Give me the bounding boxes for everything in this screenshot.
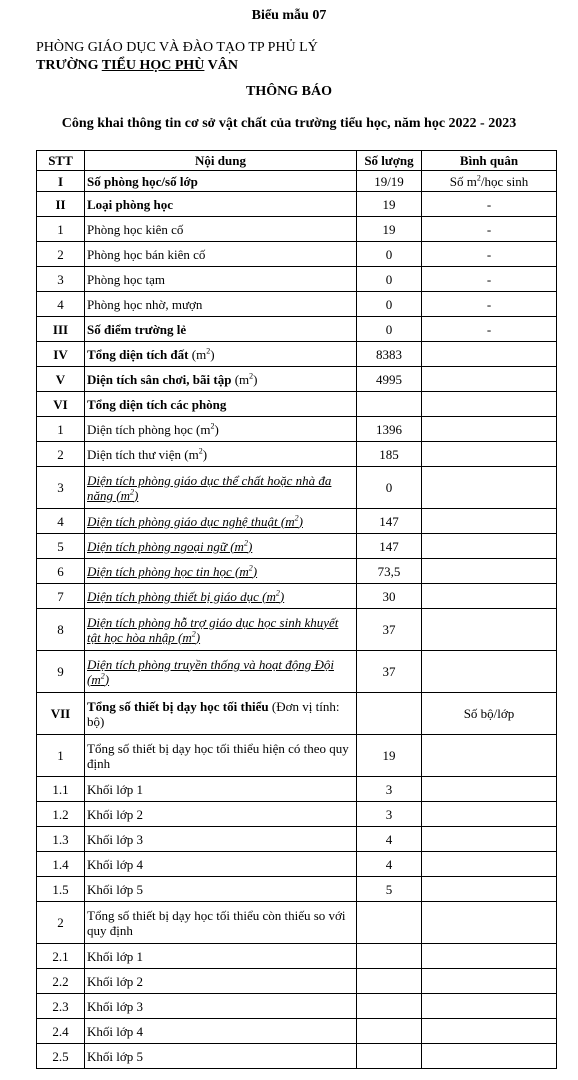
table-row bbox=[37, 292, 557, 317]
cell-content bbox=[85, 693, 357, 735]
content-label bbox=[87, 882, 143, 897]
cell-content bbox=[85, 171, 357, 192]
content-text: Khối lớp 4 bbox=[87, 856, 143, 872]
notice-title: THÔNG BÁO bbox=[246, 84, 332, 99]
content-suffix: ) bbox=[252, 563, 258, 579]
content-text: Khối lớp 1 bbox=[87, 948, 143, 964]
cell-stt: 2.1 bbox=[37, 944, 85, 969]
content-label bbox=[87, 197, 173, 212]
cell-quantity: 37 bbox=[357, 609, 422, 651]
cell-average bbox=[422, 852, 557, 877]
cell-quantity bbox=[357, 944, 422, 969]
table-row bbox=[37, 735, 557, 777]
content-label bbox=[87, 589, 284, 604]
content-text: Khối lớp 3 bbox=[87, 998, 143, 1014]
table-row bbox=[37, 442, 557, 467]
content-label bbox=[87, 908, 346, 938]
cell-quantity bbox=[357, 392, 422, 417]
content-suffix: ) bbox=[214, 421, 219, 437]
content-text: Tổng số thiết bị dạy học tối thiểu còn thiếu so với quy định bbox=[87, 907, 346, 938]
content-label bbox=[87, 807, 143, 822]
cell-stt: 1.3 bbox=[37, 827, 85, 852]
unit-superscript: 2 bbox=[210, 421, 215, 431]
content-text: Tổng diện tích đất bbox=[87, 346, 189, 362]
cell-stt: III bbox=[37, 317, 85, 342]
cell-stt: 2.5 bbox=[37, 1044, 85, 1069]
cell-content bbox=[85, 342, 357, 367]
cell-stt: 1 bbox=[37, 417, 85, 442]
department-name: PHÒNG GIÁO DỤC VÀ ĐÀO TẠO TP PHỦ LÝ bbox=[36, 40, 318, 55]
cell-content bbox=[85, 902, 357, 944]
school-suffix: VÂN bbox=[204, 58, 238, 73]
content-text: Diện tích phòng học tin học (m bbox=[87, 563, 249, 579]
cell-quantity bbox=[357, 1044, 422, 1069]
cell-content bbox=[85, 217, 357, 242]
cell-average bbox=[422, 877, 557, 902]
table-row bbox=[37, 651, 557, 693]
content-unit-text: (m bbox=[188, 346, 207, 362]
cell-stt: 5 bbox=[37, 534, 85, 559]
content-label bbox=[87, 741, 349, 771]
average-text: Số m bbox=[449, 173, 477, 189]
cell-content bbox=[85, 242, 357, 267]
content-text: Tổng số thiết bị dạy học tối thiểu hiện có theo quy định bbox=[87, 740, 349, 771]
cell-content bbox=[85, 969, 357, 994]
cell-quantity: 73,5 bbox=[357, 559, 422, 584]
content-suffix: ) bbox=[133, 487, 139, 503]
cell-content bbox=[85, 534, 357, 559]
table-row bbox=[37, 559, 557, 584]
cell-average bbox=[422, 467, 557, 509]
content-label bbox=[87, 657, 334, 687]
content-label bbox=[87, 422, 219, 437]
cell-stt: 3 bbox=[37, 267, 85, 292]
content-text: Khối lớp 4 bbox=[87, 1023, 143, 1039]
table-header-row bbox=[37, 151, 557, 171]
table-row bbox=[37, 827, 557, 852]
cell-content bbox=[85, 944, 357, 969]
cell-quantity: 0 bbox=[357, 242, 422, 267]
unit-superscript: 2 bbox=[249, 371, 254, 381]
school-underlined: TIỂU HỌC PHÙ bbox=[101, 58, 205, 73]
cell-average bbox=[422, 442, 557, 467]
cell-average bbox=[422, 944, 557, 969]
cell-stt: 1 bbox=[37, 735, 85, 777]
content-text: Phòng học bán kiên cố bbox=[87, 246, 206, 262]
cell-content bbox=[85, 1044, 357, 1069]
cell-stt: 8 bbox=[37, 609, 85, 651]
cell-content bbox=[85, 192, 357, 217]
column-header-average: Bình quân bbox=[422, 151, 557, 171]
unit-superscript: 2 bbox=[129, 487, 134, 497]
content-text: Diện tích phòng thiết bị giáo dục (m bbox=[87, 588, 276, 604]
content-suffix: ) bbox=[279, 588, 285, 604]
cell-quantity: 19 bbox=[357, 192, 422, 217]
cell-stt: 2.4 bbox=[37, 1019, 85, 1044]
cell-content bbox=[85, 852, 357, 877]
content-suffix: ) bbox=[253, 371, 258, 387]
cell-quantity: 19 bbox=[357, 217, 422, 242]
table-row bbox=[37, 171, 557, 192]
content-suffix: ) bbox=[202, 446, 208, 462]
unit-superscript: 2 bbox=[198, 446, 203, 456]
content-text: Khối lớp 5 bbox=[87, 881, 143, 897]
content-text: Khối lớp 3 bbox=[87, 831, 143, 847]
content-text: Khối lớp 2 bbox=[87, 973, 143, 989]
content-label bbox=[87, 322, 186, 337]
cell-stt: 1.5 bbox=[37, 877, 85, 902]
content-unit-text: (Đơn vị tính: bộ) bbox=[87, 698, 340, 729]
content-text: Diện tích phòng hỗ trợ giáo dục học sinh khuyết tật học hòa nhập (m bbox=[87, 614, 339, 645]
facilities-table bbox=[36, 150, 557, 1069]
cell-quantity: 185 bbox=[357, 442, 422, 467]
table-row bbox=[37, 267, 557, 292]
content-label bbox=[87, 857, 143, 872]
table-row bbox=[37, 584, 557, 609]
cell-stt: 9 bbox=[37, 651, 85, 693]
content-label bbox=[87, 222, 183, 237]
content-label bbox=[87, 247, 205, 262]
content-label bbox=[87, 1024, 143, 1039]
content-label bbox=[87, 832, 143, 847]
cell-stt: 3 bbox=[37, 467, 85, 509]
form-number: Biểu mẫu 07 bbox=[251, 8, 327, 23]
unit-superscript: 2 bbox=[206, 346, 211, 356]
school-prefix: TRƯỜNG bbox=[36, 58, 102, 73]
content-text: Khối lớp 2 bbox=[87, 806, 143, 822]
cell-quantity: 147 bbox=[357, 534, 422, 559]
cell-content bbox=[85, 267, 357, 292]
unit-superscript: 2 bbox=[191, 629, 196, 639]
cell-average bbox=[422, 1019, 557, 1044]
cell-content bbox=[85, 735, 357, 777]
cell-content bbox=[85, 442, 357, 467]
table-row bbox=[37, 693, 557, 735]
content-label bbox=[87, 174, 198, 189]
school-name bbox=[36, 58, 238, 74]
content-label bbox=[87, 473, 331, 503]
content-text: Diện tích sân chơi, bãi tập bbox=[87, 371, 232, 387]
table-row bbox=[37, 802, 557, 827]
content-label bbox=[87, 564, 257, 579]
cell-content bbox=[85, 367, 357, 392]
table-row bbox=[37, 994, 557, 1019]
table-row bbox=[37, 902, 557, 944]
content-label bbox=[87, 999, 143, 1014]
cell-content bbox=[85, 392, 357, 417]
content-text: Khối lớp 1 bbox=[87, 781, 143, 797]
content-text: Số điểm trường lẻ bbox=[87, 321, 187, 337]
cell-content bbox=[85, 467, 357, 509]
unit-superscript: 2 bbox=[100, 671, 105, 681]
content-text: Diện tích thư viện (m bbox=[87, 446, 199, 462]
content-text: Phòng học kiên cố bbox=[87, 221, 184, 237]
cell-quantity: 19 bbox=[357, 735, 422, 777]
cell-average: - bbox=[422, 292, 557, 317]
unit-superscript: 2 bbox=[243, 538, 248, 548]
cell-content bbox=[85, 509, 357, 534]
content-label bbox=[87, 297, 202, 312]
cell-quantity: 1396 bbox=[357, 417, 422, 442]
cell-content bbox=[85, 1019, 357, 1044]
table-row bbox=[37, 777, 557, 802]
content-label bbox=[87, 949, 143, 964]
content-suffix: ) bbox=[195, 629, 201, 645]
cell-quantity bbox=[357, 969, 422, 994]
cell-content bbox=[85, 651, 357, 693]
unit-superscript: 2 bbox=[248, 563, 253, 573]
table-row bbox=[37, 852, 557, 877]
cell-stt: 7 bbox=[37, 584, 85, 609]
table-row bbox=[37, 392, 557, 417]
cell-average bbox=[422, 827, 557, 852]
table-row bbox=[37, 1019, 557, 1044]
cell-average bbox=[422, 367, 557, 392]
average-suffix: /học sinh bbox=[480, 173, 529, 189]
cell-quantity: 0 bbox=[357, 467, 422, 509]
content-text: Loại phòng học bbox=[87, 196, 173, 212]
content-label bbox=[87, 397, 226, 412]
table-row bbox=[37, 192, 557, 217]
content-label bbox=[87, 974, 143, 989]
cell-quantity: 0 bbox=[357, 317, 422, 342]
content-unit-text: (m bbox=[231, 371, 250, 387]
table-row bbox=[37, 609, 557, 651]
table-row bbox=[37, 509, 557, 534]
cell-average bbox=[422, 584, 557, 609]
table-row bbox=[37, 217, 557, 242]
content-text: Diện tích phòng giáo dục thể chất hoặc nhà đa năng (m bbox=[87, 472, 332, 503]
cell-stt: IV bbox=[37, 342, 85, 367]
content-label bbox=[87, 1049, 143, 1064]
table-body bbox=[37, 171, 557, 1069]
cell-stt: 6 bbox=[37, 559, 85, 584]
cell-quantity: 4 bbox=[357, 827, 422, 852]
table-row bbox=[37, 877, 557, 902]
content-label bbox=[87, 372, 258, 387]
column-header-stt: STT bbox=[37, 151, 85, 171]
cell-quantity bbox=[357, 994, 422, 1019]
cell-average bbox=[422, 609, 557, 651]
content-text: Diện tích phòng ngoại ngữ (m bbox=[87, 538, 244, 554]
content-text: Khối lớp 5 bbox=[87, 1048, 143, 1064]
content-text: Diện tích phòng giáo dục nghệ thuật (m bbox=[87, 513, 295, 529]
cell-quantity: 4 bbox=[357, 852, 422, 877]
content-label bbox=[87, 615, 338, 645]
content-label bbox=[87, 514, 303, 529]
unit-superscript: 2 bbox=[275, 588, 280, 598]
cell-quantity: 8383 bbox=[357, 342, 422, 367]
cell-content bbox=[85, 994, 357, 1019]
table-row bbox=[37, 467, 557, 509]
cell-stt: 1.2 bbox=[37, 802, 85, 827]
cell-average bbox=[422, 735, 557, 777]
content-suffix: ) bbox=[247, 538, 253, 554]
unit-superscript: 2 bbox=[294, 513, 299, 523]
content-text: Phòng học tạm bbox=[87, 271, 165, 287]
content-text: Tổng diện tích các phòng bbox=[87, 396, 227, 412]
cell-average bbox=[422, 969, 557, 994]
average-superscript: 2 bbox=[476, 173, 481, 183]
content-text: Diện tích phòng học (m bbox=[87, 421, 211, 437]
cell-stt: 1.1 bbox=[37, 777, 85, 802]
cell-average bbox=[422, 171, 557, 192]
table-row bbox=[37, 242, 557, 267]
cell-average bbox=[422, 509, 557, 534]
cell-quantity: 3 bbox=[357, 802, 422, 827]
content-text: Diện tích phòng truyền thống và hoạt động Đội (m bbox=[87, 656, 334, 687]
cell-average bbox=[422, 342, 557, 367]
table-row bbox=[37, 1044, 557, 1069]
cell-average: - bbox=[422, 217, 557, 242]
cell-average bbox=[422, 994, 557, 1019]
content-label bbox=[87, 539, 252, 554]
cell-average: - bbox=[422, 267, 557, 292]
cell-average bbox=[422, 802, 557, 827]
cell-stt: II bbox=[37, 192, 85, 217]
cell-stt: 2 bbox=[37, 902, 85, 944]
cell-average bbox=[422, 1044, 557, 1069]
cell-quantity: 37 bbox=[357, 651, 422, 693]
cell-quantity bbox=[357, 1019, 422, 1044]
table-row bbox=[37, 317, 557, 342]
cell-stt: 2.2 bbox=[37, 969, 85, 994]
cell-average: - bbox=[422, 242, 557, 267]
content-label bbox=[87, 447, 207, 462]
cell-stt: 2.3 bbox=[37, 994, 85, 1019]
cell-content bbox=[85, 559, 357, 584]
cell-average bbox=[422, 559, 557, 584]
cell-stt: 4 bbox=[37, 292, 85, 317]
cell-average bbox=[422, 417, 557, 442]
table-row bbox=[37, 417, 557, 442]
content-label bbox=[87, 699, 339, 729]
cell-quantity: 0 bbox=[357, 267, 422, 292]
cell-quantity: 3 bbox=[357, 777, 422, 802]
column-header-content: Nội dung bbox=[85, 151, 357, 171]
cell-average bbox=[422, 392, 557, 417]
table-row bbox=[37, 969, 557, 994]
content-suffix: ) bbox=[210, 346, 215, 362]
table-row bbox=[37, 342, 557, 367]
cell-average bbox=[422, 534, 557, 559]
cell-stt: 2 bbox=[37, 242, 85, 267]
cell-content bbox=[85, 877, 357, 902]
content-suffix: ) bbox=[104, 671, 110, 687]
content-label bbox=[87, 272, 165, 287]
cell-quantity bbox=[357, 693, 422, 735]
cell-quantity bbox=[357, 902, 422, 944]
cell-stt: V bbox=[37, 367, 85, 392]
cell-stt: 4 bbox=[37, 509, 85, 534]
cell-stt: VI bbox=[37, 392, 85, 417]
cell-average bbox=[422, 651, 557, 693]
cell-quantity: 5 bbox=[357, 877, 422, 902]
cell-stt: VII bbox=[37, 693, 85, 735]
content-suffix: ) bbox=[298, 513, 303, 529]
cell-average: - bbox=[422, 192, 557, 217]
cell-stt: I bbox=[37, 171, 85, 192]
cell-content bbox=[85, 777, 357, 802]
content-label bbox=[87, 782, 143, 797]
cell-quantity: 30 bbox=[357, 584, 422, 609]
cell-stt: 1 bbox=[37, 217, 85, 242]
content-label bbox=[87, 347, 215, 362]
content-text: Phòng học nhờ, mượn bbox=[87, 296, 203, 312]
column-header-quantity: Số lượng bbox=[357, 151, 422, 171]
cell-content bbox=[85, 417, 357, 442]
cell-content bbox=[85, 802, 357, 827]
content-text: Số phòng học/số lớp bbox=[87, 173, 198, 189]
cell-quantity: 4995 bbox=[357, 367, 422, 392]
cell-average bbox=[422, 902, 557, 944]
table-row bbox=[37, 534, 557, 559]
cell-content bbox=[85, 317, 357, 342]
cell-content bbox=[85, 584, 357, 609]
cell-quantity: 147 bbox=[357, 509, 422, 534]
cell-quantity: 0 bbox=[357, 292, 422, 317]
table-row bbox=[37, 367, 557, 392]
cell-average bbox=[422, 777, 557, 802]
cell-content bbox=[85, 827, 357, 852]
cell-content bbox=[85, 609, 357, 651]
cell-average: Số bộ/lớp bbox=[422, 693, 557, 735]
cell-stt: 2 bbox=[37, 442, 85, 467]
cell-content bbox=[85, 292, 357, 317]
document-subtitle: Công khai thông tin cơ sở vật chất của trường tiểu học, năm học 2022 - 2023 bbox=[61, 116, 517, 131]
cell-stt: 1.4 bbox=[37, 852, 85, 877]
content-text: Tổng số thiết bị dạy học tối thiểu bbox=[87, 698, 269, 714]
cell-average: - bbox=[422, 317, 557, 342]
table-row bbox=[37, 944, 557, 969]
cell-quantity: 19/19 bbox=[357, 171, 422, 192]
